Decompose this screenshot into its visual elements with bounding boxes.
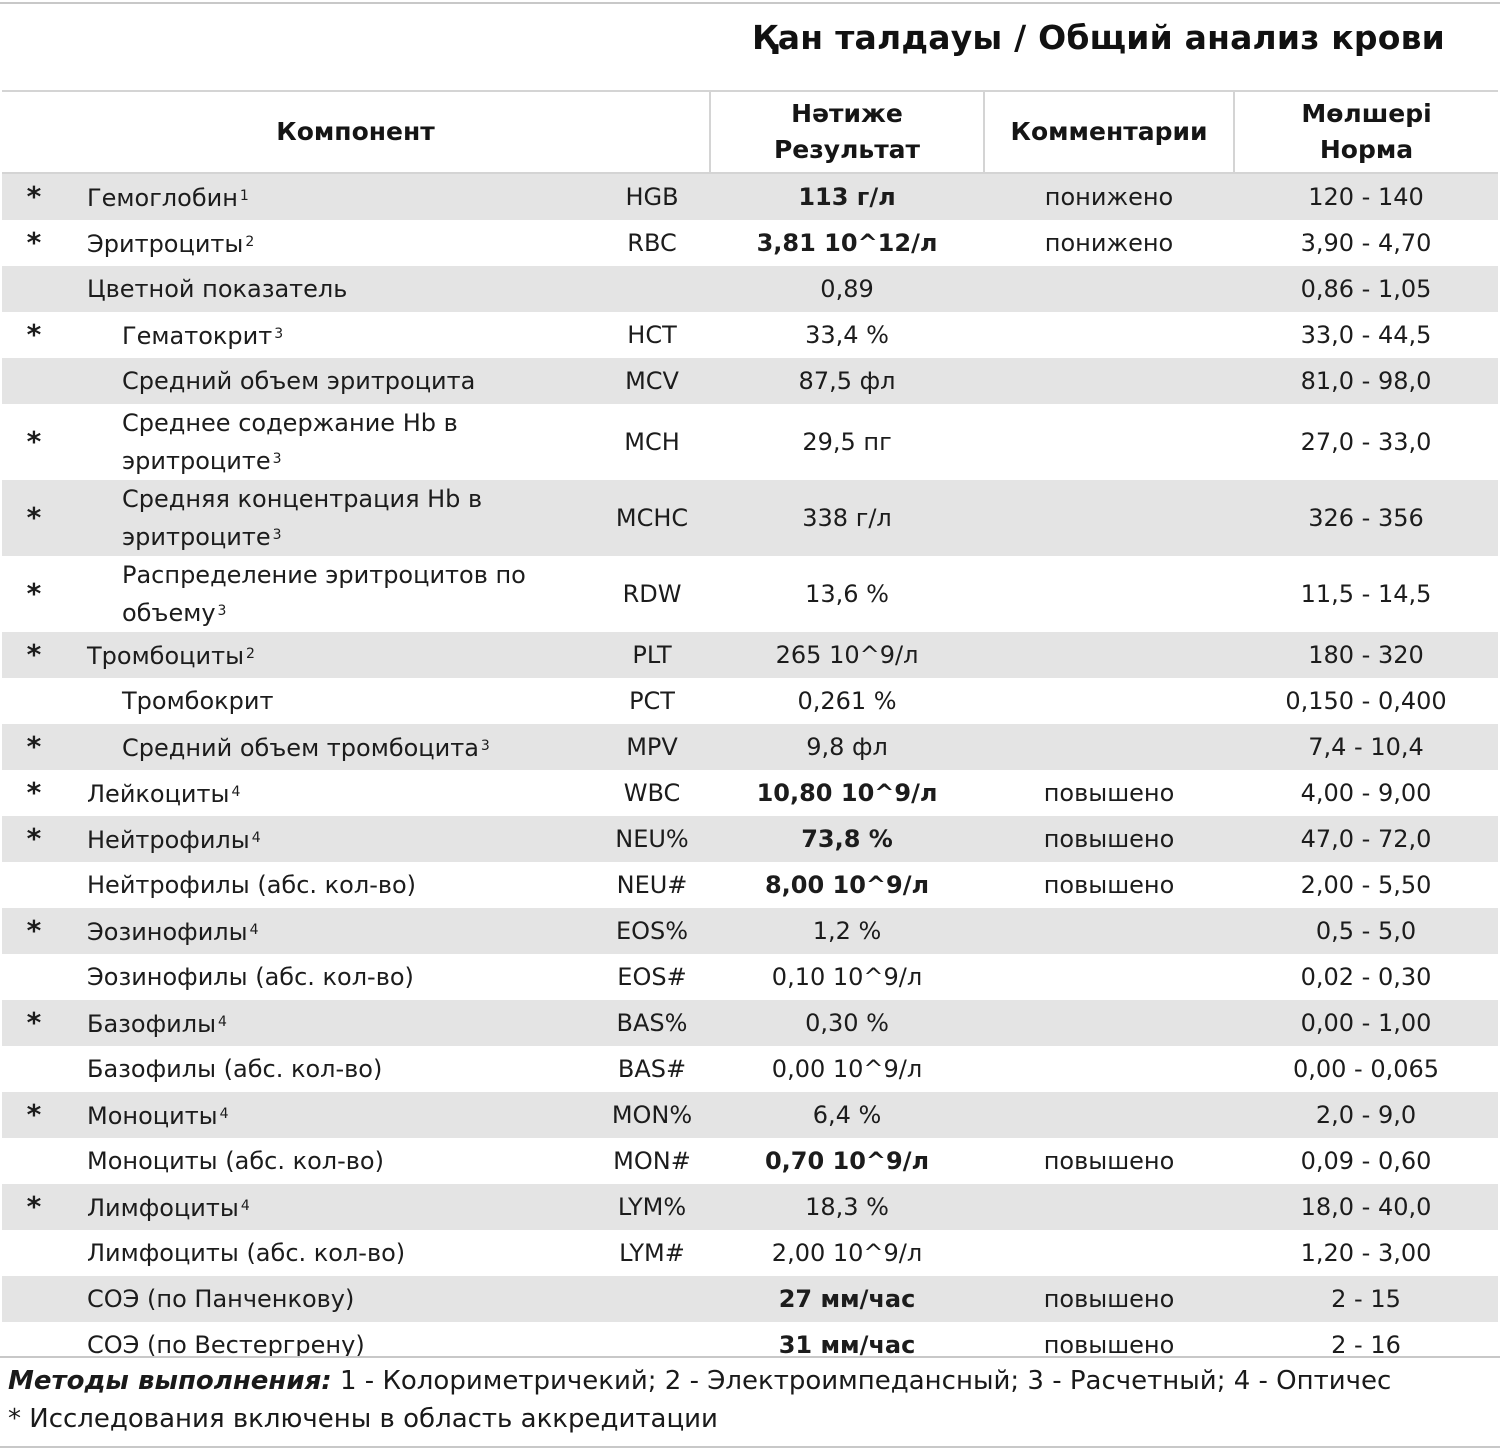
- method-ref: 4: [249, 922, 259, 938]
- component-label: Гематокрит: [122, 322, 273, 350]
- methods-text: 1 - Колориметричекий; 2 - Электроимпедансный; 3 - Расчетный; 4 - Оптичес: [339, 1366, 1392, 1396]
- component-code: HGB: [594, 173, 710, 220]
- accreditation-star: *: [2, 724, 74, 770]
- component-label: Тромбоциты: [87, 642, 245, 670]
- component-label: Эозинофилы: [87, 918, 248, 946]
- component-label: Тромбокрит: [122, 687, 274, 715]
- accreditation-star: *: [26, 425, 42, 458]
- row-plt: [2, 632, 1498, 678]
- comment: [984, 556, 1234, 632]
- row-mchc: [2, 480, 1498, 556]
- methods-note: [8, 1366, 1391, 1396]
- comment: [984, 312, 1234, 358]
- component-label: Базофилы: [87, 1010, 217, 1038]
- result-value: 3,81 10^12/л: [756, 229, 938, 257]
- row-rbc: [2, 220, 1498, 266]
- norm-range: 2,00 - 5,50: [1300, 871, 1432, 899]
- accreditation-star: [2, 1276, 74, 1322]
- accreditation-star: [2, 358, 74, 404]
- component-label: Базофилы (абс. кол-во): [87, 1055, 383, 1083]
- row-mon-pct: [2, 1092, 1498, 1138]
- row-hgb: [2, 173, 1498, 220]
- row-lym-abs: [2, 1230, 1498, 1276]
- header-component-label: Компонент: [276, 117, 435, 146]
- norm-range: 2,0 - 9,0: [1234, 1092, 1498, 1138]
- row-mpv: [2, 724, 1498, 770]
- results-table: [2, 90, 1498, 1368]
- comment: [984, 724, 1234, 770]
- method-ref: 4: [231, 784, 241, 800]
- accreditation-star: *: [2, 908, 74, 954]
- norm-range: 3,90 - 4,70: [1300, 229, 1432, 257]
- norm-range: 27,0 - 33,0: [1300, 428, 1432, 456]
- accreditation-star: *: [2, 1184, 74, 1230]
- result-value: 33,4 %: [805, 321, 889, 349]
- top-rule: [0, 2, 1500, 4]
- title-rest: талдауы / Общий анализ крови: [835, 18, 1445, 57]
- method-ref: 3: [274, 326, 284, 342]
- component-name: [74, 908, 594, 954]
- component-label: Цветной показатель: [87, 275, 348, 303]
- header-norm-ru: Норма: [1319, 135, 1414, 164]
- comment: [984, 678, 1234, 724]
- component-name: [74, 724, 594, 770]
- row-hct: [2, 312, 1498, 358]
- component-label-line2: эритроците: [122, 523, 271, 551]
- component-label-line2: объему: [122, 599, 216, 627]
- row-bas-pct: [2, 1000, 1498, 1046]
- comment: повышено: [1043, 1331, 1175, 1359]
- component-name: [74, 954, 594, 1000]
- footer-notes: [0, 1356, 1500, 1448]
- comment: [984, 266, 1234, 312]
- comment: [984, 480, 1234, 556]
- result-value: 113 г/л: [710, 173, 984, 220]
- component-code: MPV: [594, 724, 710, 770]
- row-wbc: [2, 770, 1498, 816]
- header-row: [2, 91, 1498, 173]
- norm-range: 120 - 140: [1234, 173, 1498, 220]
- header-norm-kz: Мөлшері: [1301, 99, 1432, 128]
- result-value: 338 г/л: [710, 480, 984, 556]
- accreditation-star: [2, 862, 74, 908]
- component-label: Нейтрофилы (абс. кол-во): [87, 871, 417, 899]
- norm-range: 0,150 - 0,400: [1285, 687, 1447, 715]
- component-code: MCHC: [594, 480, 710, 556]
- method-ref: 4: [218, 1014, 227, 1030]
- result-value: 2,00 10^9/л: [771, 1239, 923, 1267]
- row-eos-pct: [2, 908, 1498, 954]
- result-value: 265 10^9/л: [710, 632, 984, 678]
- norm-range: 2 - 16: [1331, 1331, 1401, 1359]
- row-color-index: [2, 266, 1498, 312]
- comment: [984, 1000, 1234, 1046]
- accreditation-star: [2, 1230, 74, 1276]
- result-value: 18,3 %: [710, 1184, 984, 1230]
- accreditation-star: [2, 1046, 74, 1092]
- title-kz: Қан: [751, 18, 824, 57]
- row-mon-abs: [2, 1138, 1498, 1184]
- result-value: 0,261 %: [797, 687, 897, 715]
- result-value: 31 мм/час: [778, 1331, 916, 1359]
- result-value: 8,00 10^9/л: [764, 871, 930, 899]
- component-code: [594, 1276, 710, 1322]
- component-code: NEU%: [594, 816, 710, 862]
- comment: [984, 358, 1234, 404]
- accreditation-star: [2, 266, 74, 312]
- norm-range: 0,09 - 0,60: [1300, 1147, 1432, 1175]
- component-label: Лимфоциты: [87, 1194, 239, 1222]
- result-value: 0,89: [710, 266, 984, 312]
- accreditation-star: [2, 1138, 74, 1184]
- component-label-line2: эритроците: [122, 447, 271, 475]
- result-value: 6,4 %: [710, 1092, 984, 1138]
- header-comments-label: Комментарии: [1010, 117, 1208, 146]
- comment: понижено: [984, 173, 1234, 220]
- row-rdw: [2, 556, 1498, 632]
- accreditation-star: [2, 954, 74, 1000]
- component-name: [74, 1000, 594, 1046]
- component-name: [74, 1046, 594, 1092]
- result-value: 10,80 10^9/л: [756, 779, 938, 807]
- method-ref: 2: [246, 646, 255, 662]
- result-value: 0,00 10^9/л: [771, 1055, 923, 1083]
- component-label-line1: Среднее содержание Hb в: [122, 409, 458, 437]
- methods-label: Методы выполнения:: [8, 1366, 332, 1396]
- component-name: [74, 480, 594, 556]
- accreditation-star: [2, 678, 74, 724]
- component-label: СОЭ (по Вестергрену): [87, 1331, 365, 1359]
- comment: повышено: [1043, 871, 1175, 899]
- result-value: 9,8 фл: [710, 724, 984, 770]
- header-result: [710, 91, 984, 173]
- row-eos-abs: [2, 954, 1498, 1000]
- component-name: [74, 556, 594, 632]
- norm-range: 0,86 - 1,05: [1234, 266, 1498, 312]
- method-ref: 3: [217, 603, 227, 619]
- component-code: MON%: [594, 1092, 710, 1138]
- header-result-ru: Результат: [773, 135, 921, 164]
- row-neu-abs: [2, 862, 1498, 908]
- result-value: 73,8 %: [710, 816, 984, 862]
- accreditation-note: * Исследования включены в область аккредитации: [8, 1404, 718, 1434]
- row-esr-panchenkov: [2, 1276, 1498, 1322]
- method-ref: 4: [251, 830, 261, 846]
- accreditation-star: *: [2, 173, 74, 220]
- comment: [984, 1046, 1234, 1092]
- norm-range: 0,00 - 0,065: [1292, 1055, 1440, 1083]
- component-name: [74, 678, 594, 724]
- component-code: RDW: [622, 580, 682, 608]
- component-code: EOS%: [594, 908, 710, 954]
- row-mcv: [2, 358, 1498, 404]
- norm-range: 18,0 - 40,0: [1234, 1184, 1498, 1230]
- norm-range: 47,0 - 72,0: [1234, 816, 1498, 862]
- method-ref: 3: [272, 451, 282, 467]
- component-label: Нейтрофилы: [87, 826, 250, 854]
- accreditation-star: *: [2, 1092, 74, 1138]
- component-label: Лейкоциты: [87, 780, 230, 808]
- accreditation-star: *: [2, 816, 74, 862]
- component-label: Моноциты: [87, 1102, 218, 1130]
- component-name: [74, 862, 594, 908]
- comment: [984, 908, 1234, 954]
- result-value: 27 мм/час: [710, 1276, 984, 1322]
- component-name: [74, 312, 594, 358]
- result-value: 0,10 10^9/л: [771, 963, 923, 991]
- component-name: [74, 1230, 594, 1276]
- component-code: NEU#: [616, 871, 688, 899]
- norm-range: 0,5 - 5,0: [1234, 908, 1498, 954]
- comment: повышено: [984, 1276, 1234, 1322]
- norm-range: 326 - 356: [1234, 480, 1498, 556]
- component-code: HCT: [627, 321, 677, 349]
- component-name: [74, 404, 594, 480]
- row-mch: [2, 404, 1498, 480]
- row-lym-pct: [2, 1184, 1498, 1230]
- component-label: Средний объем эритроцита: [122, 367, 476, 395]
- method-ref: 1: [239, 188, 249, 204]
- component-code: MON#: [613, 1147, 691, 1175]
- method-ref: 2: [245, 234, 255, 250]
- method-ref: 4: [240, 1198, 250, 1214]
- component-code: [594, 266, 710, 312]
- component-code: PCT: [629, 687, 675, 715]
- component-name: [74, 1092, 594, 1138]
- norm-range: 11,5 - 14,5: [1300, 580, 1432, 608]
- comment: повышено: [1043, 779, 1175, 807]
- comment: [984, 1230, 1234, 1276]
- component-label: Эозинофилы (абс. кол-во): [87, 963, 414, 991]
- norm-range: 7,4 - 10,4: [1234, 724, 1498, 770]
- component-label-line1: Средняя концентрация Hb в: [122, 485, 483, 513]
- method-ref: 4: [219, 1106, 229, 1122]
- result-value: 13,6 %: [805, 580, 889, 608]
- component-label: Эритроциты: [87, 230, 244, 258]
- header-comments: [984, 91, 1234, 173]
- accreditation-star: *: [26, 577, 42, 610]
- method-ref: 3: [480, 738, 490, 754]
- comment: повышено: [984, 816, 1234, 862]
- component-label: Моноциты (абс. кол-во): [87, 1147, 384, 1175]
- comment: [984, 632, 1234, 678]
- component-name: [74, 173, 594, 220]
- page-title: [0, 18, 1445, 57]
- accreditation-star: *: [2, 480, 74, 556]
- component-name: [74, 358, 594, 404]
- component-code: LYM#: [619, 1239, 685, 1267]
- norm-range: 1,20 - 3,00: [1300, 1239, 1432, 1267]
- component-code: BAS%: [594, 1000, 710, 1046]
- component-name: [74, 816, 594, 862]
- comment: [984, 1184, 1234, 1230]
- result-value: 0,70 10^9/л: [764, 1147, 930, 1175]
- row-pct: [2, 678, 1498, 724]
- component-code: BAS#: [617, 1055, 687, 1083]
- norm-range: 180 - 320: [1234, 632, 1498, 678]
- accreditation-star: *: [26, 776, 42, 809]
- accreditation-star: *: [26, 226, 42, 259]
- component-name: [74, 266, 594, 312]
- component-name: [74, 770, 594, 816]
- comment: [984, 954, 1234, 1000]
- component-name: [74, 1138, 594, 1184]
- norm-range: 2 - 15: [1234, 1276, 1498, 1322]
- norm-range: 0,00 - 1,00: [1234, 1000, 1498, 1046]
- component-name: [74, 220, 594, 266]
- accreditation-star: *: [2, 1000, 74, 1046]
- component-label: Лимфоциты (абс. кол-во): [87, 1239, 406, 1267]
- comment: понижено: [1044, 229, 1174, 257]
- header-result-kz: Нәтиже: [791, 99, 903, 128]
- comment: [984, 1092, 1234, 1138]
- component-code: MCV: [594, 358, 710, 404]
- norm-range: 33,0 - 44,5: [1300, 321, 1432, 349]
- header-norm: [1234, 91, 1498, 173]
- component-code: RBC: [627, 229, 677, 257]
- accreditation-star: *: [26, 318, 42, 351]
- row-bas-abs: [2, 1046, 1498, 1092]
- component-code: MCH: [624, 428, 680, 456]
- component-code: EOS#: [617, 963, 687, 991]
- comment: повышено: [1043, 1147, 1175, 1175]
- accreditation-star: *: [2, 632, 74, 678]
- norm-range: 81,0 - 98,0: [1234, 358, 1498, 404]
- component-name: [74, 1184, 594, 1230]
- comment: [984, 404, 1234, 480]
- component-label-line1: Распределение эритроцитов по: [122, 561, 526, 589]
- component-code: WBC: [623, 779, 681, 807]
- row-neu-pct: [2, 816, 1498, 862]
- result-value: 87,5 фл: [710, 358, 984, 404]
- component-label: Средний объем тромбоцита: [122, 734, 479, 762]
- norm-range: 4,00 - 9,00: [1300, 779, 1432, 807]
- component-code: PLT: [594, 632, 710, 678]
- result-value: 1,2 %: [710, 908, 984, 954]
- component-code: LYM%: [594, 1184, 710, 1230]
- result-value: 29,5 пг: [802, 428, 892, 456]
- component-label: СОЭ (по Панченкову): [87, 1285, 355, 1313]
- result-value: 0,30 %: [710, 1000, 984, 1046]
- component-label: Гемоглобин: [87, 184, 238, 212]
- norm-range: 0,02 - 0,30: [1300, 963, 1432, 991]
- header-component: [2, 91, 710, 173]
- component-name: [74, 632, 594, 678]
- method-ref: 3: [272, 527, 282, 543]
- component-name: [74, 1276, 594, 1322]
